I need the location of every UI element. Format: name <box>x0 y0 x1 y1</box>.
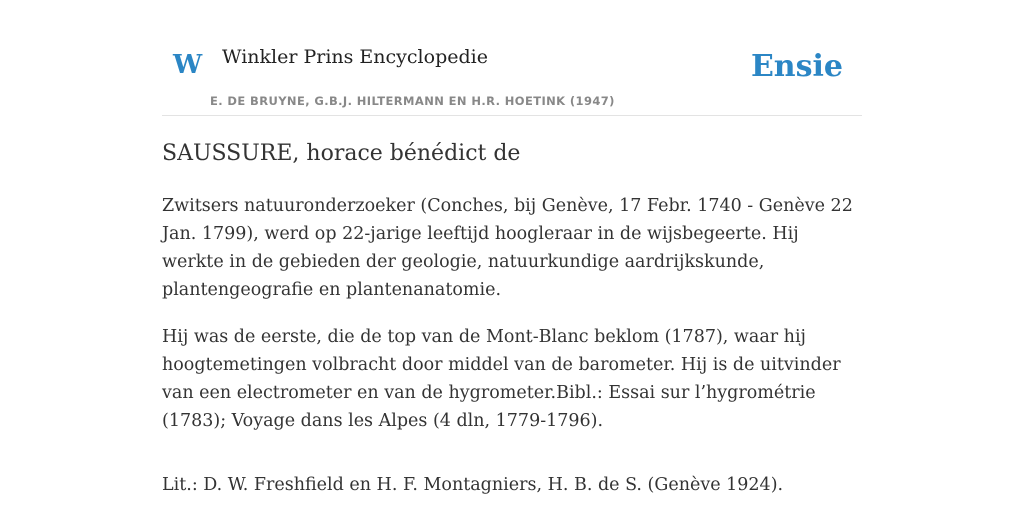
source-title-link[interactable]: Winkler Prins Encyclopedie <box>222 46 488 68</box>
entry-body <box>162 192 862 518</box>
entry-paragraph-2: Hij was de eerste, die de top van de Mont-Blanc beklom (1787), waar hij hoogtemetingen volbracht door middel van de barometer. Hij is de uitvinder van een electrometer en van de hygrometer.Bibl.: Essai sur l’hygrométrie (1783); Voyage dans les Alpes (4 dln, 1779-1796). <box>162 327 841 431</box>
entry-paragraph-1: Zwitsers natuuronderzoeker (Conches, bij Genève, 17 Febr. 1740 - Genève 22 Jan. 1799), werd op 22-jarige leeftijd hoogleraar in de wijsbegeerte. Hij werkte in de gebieden der geologie, natuurkundige aardrijkskunde, plantengeografie en plantenanatomie. <box>162 196 853 300</box>
source-header <box>162 0 862 116</box>
source-authors: E. DE BRUYNE, G.B.J. HILTERMANN EN H.R. HOETINK (1947) <box>210 94 615 108</box>
winkler-prins-logo-icon[interactable]: W <box>173 50 203 80</box>
entry-literature: Lit.: D. W. Freshfield en H. F. Montagniers, H. B. de S. (Genève 1924). <box>162 475 784 495</box>
entry-title: SAUSSURE, horace bénédict de <box>162 141 521 166</box>
ensie-logo-link[interactable]: Ensie <box>750 49 843 84</box>
article-page <box>162 0 862 495</box>
